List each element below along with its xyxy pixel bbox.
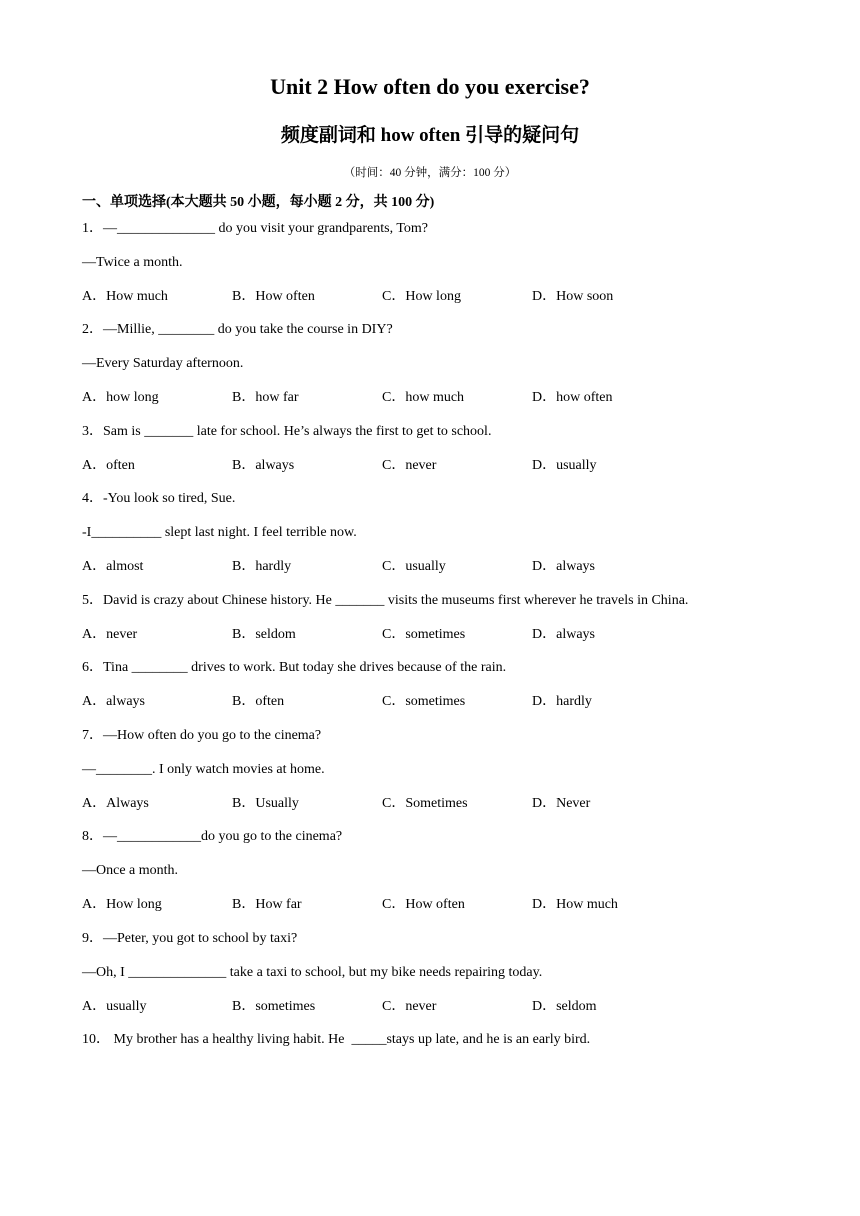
- question-7-option-c: C．Sometimes: [382, 796, 468, 811]
- section-heading: 一、单项选择(本大题共 50 小题，每小题 2 分，共 100 分): [82, 195, 435, 210]
- question-1-option-a: A．How much: [82, 289, 168, 304]
- question-4-option-d: D．always: [532, 559, 595, 574]
- question-9-option-b: B．sometimes: [232, 999, 316, 1014]
- question-1-option-b: B．How often: [232, 289, 315, 304]
- question-6-stem: 6．Tina ________ drives to work. But today she drives because of the rain.: [82, 660, 507, 675]
- question-4-option-c: C．usually: [382, 559, 446, 574]
- question-1-reply: —Twice a month.: [82, 255, 183, 270]
- question-1-option-d: D．How soon: [532, 289, 614, 304]
- question-2-option-d: D．how often: [532, 390, 613, 405]
- page-subtitle: 频度副词和 how often 引导的疑问句: [280, 125, 580, 146]
- question-9-stem: 9．—Peter, you got to school by taxi?: [82, 931, 298, 946]
- question-5-stem: 5．David is crazy about Chinese history. He _______ visits the museums first wherever he travels in China.: [82, 593, 689, 608]
- question-1-stem: 1．—______________ do you visit your grandparents, Tom?: [82, 221, 429, 236]
- question-3-option-c: C．never: [382, 458, 437, 473]
- question-2-option-c: C．how much: [382, 390, 465, 405]
- question-2-option-a: A．how long: [82, 390, 159, 405]
- question-6-option-b: B．often: [232, 694, 285, 709]
- question-8-reply: —Once a month.: [82, 863, 179, 878]
- question-5-option-b: B．seldom: [232, 627, 296, 642]
- question-4-reply: -I__________ slept last night. I feel terrible now.: [82, 525, 357, 540]
- question-2-reply: —Every Saturday afternoon.: [82, 356, 244, 371]
- question-3-option-a: A．often: [82, 458, 135, 473]
- question-9-option-a: A．usually: [82, 999, 147, 1014]
- question-1-option-c: C．How long: [382, 289, 461, 304]
- question-7-option-d: D．Never: [532, 796, 591, 811]
- page-title: Unit 2 How often do you exercise?: [270, 74, 590, 99]
- question-6-option-c: C．sometimes: [382, 694, 466, 709]
- question-4-option-b: B．hardly: [232, 559, 292, 574]
- question-6-option-a: A．always: [82, 694, 145, 709]
- question-8-option-b: B．How far: [232, 897, 302, 912]
- question-9-reply: —Oh, I ______________ take a taxi to school, but my bike needs repairing today.: [82, 965, 543, 980]
- question-5-option-c: C．sometimes: [382, 627, 466, 642]
- question-9-option-d: D．seldom: [532, 999, 597, 1014]
- question-3-option-b: B．always: [232, 458, 295, 473]
- question-5-option-d: D．always: [532, 627, 595, 642]
- question-8-stem: 8．—____________do you go to the cinema?: [82, 829, 343, 844]
- question-4-option-a: A．almost: [82, 559, 144, 574]
- question-5-option-a: A．never: [82, 627, 138, 642]
- question-3-stem: 3．Sam is _______ late for school. He’s always the first to get to school.: [82, 424, 492, 439]
- question-8-option-a: A．How long: [82, 897, 162, 912]
- question-7-option-a: A．Always: [82, 796, 149, 811]
- question-2-stem: 2．—Millie, ________ do you take the course in DIY?: [82, 322, 393, 337]
- question-7-stem: 7．—How often do you go to the cinema?: [82, 728, 322, 743]
- question-6-option-d: D．hardly: [532, 694, 592, 709]
- question-2-option-b: B．how far: [232, 390, 299, 405]
- question-9-option-c: C．never: [382, 999, 437, 1014]
- question-8-option-d: D．How much: [532, 897, 618, 912]
- question-7-reply: —________. I only watch movies at home.: [82, 762, 325, 777]
- question-8-option-c: C．How often: [382, 897, 465, 912]
- question-4-stem: 4．-You look so tired, Sue.: [82, 491, 236, 506]
- question-3-option-d: D．usually: [532, 458, 597, 473]
- exam-meta: （时间：40 分钟，满分：100 分）: [343, 167, 517, 179]
- question-10-stem: 10． My brother has a healthy living habit. He _____stays up late, and he is an early bird.: [82, 1032, 591, 1047]
- question-7-option-b: B．Usually: [232, 796, 299, 811]
